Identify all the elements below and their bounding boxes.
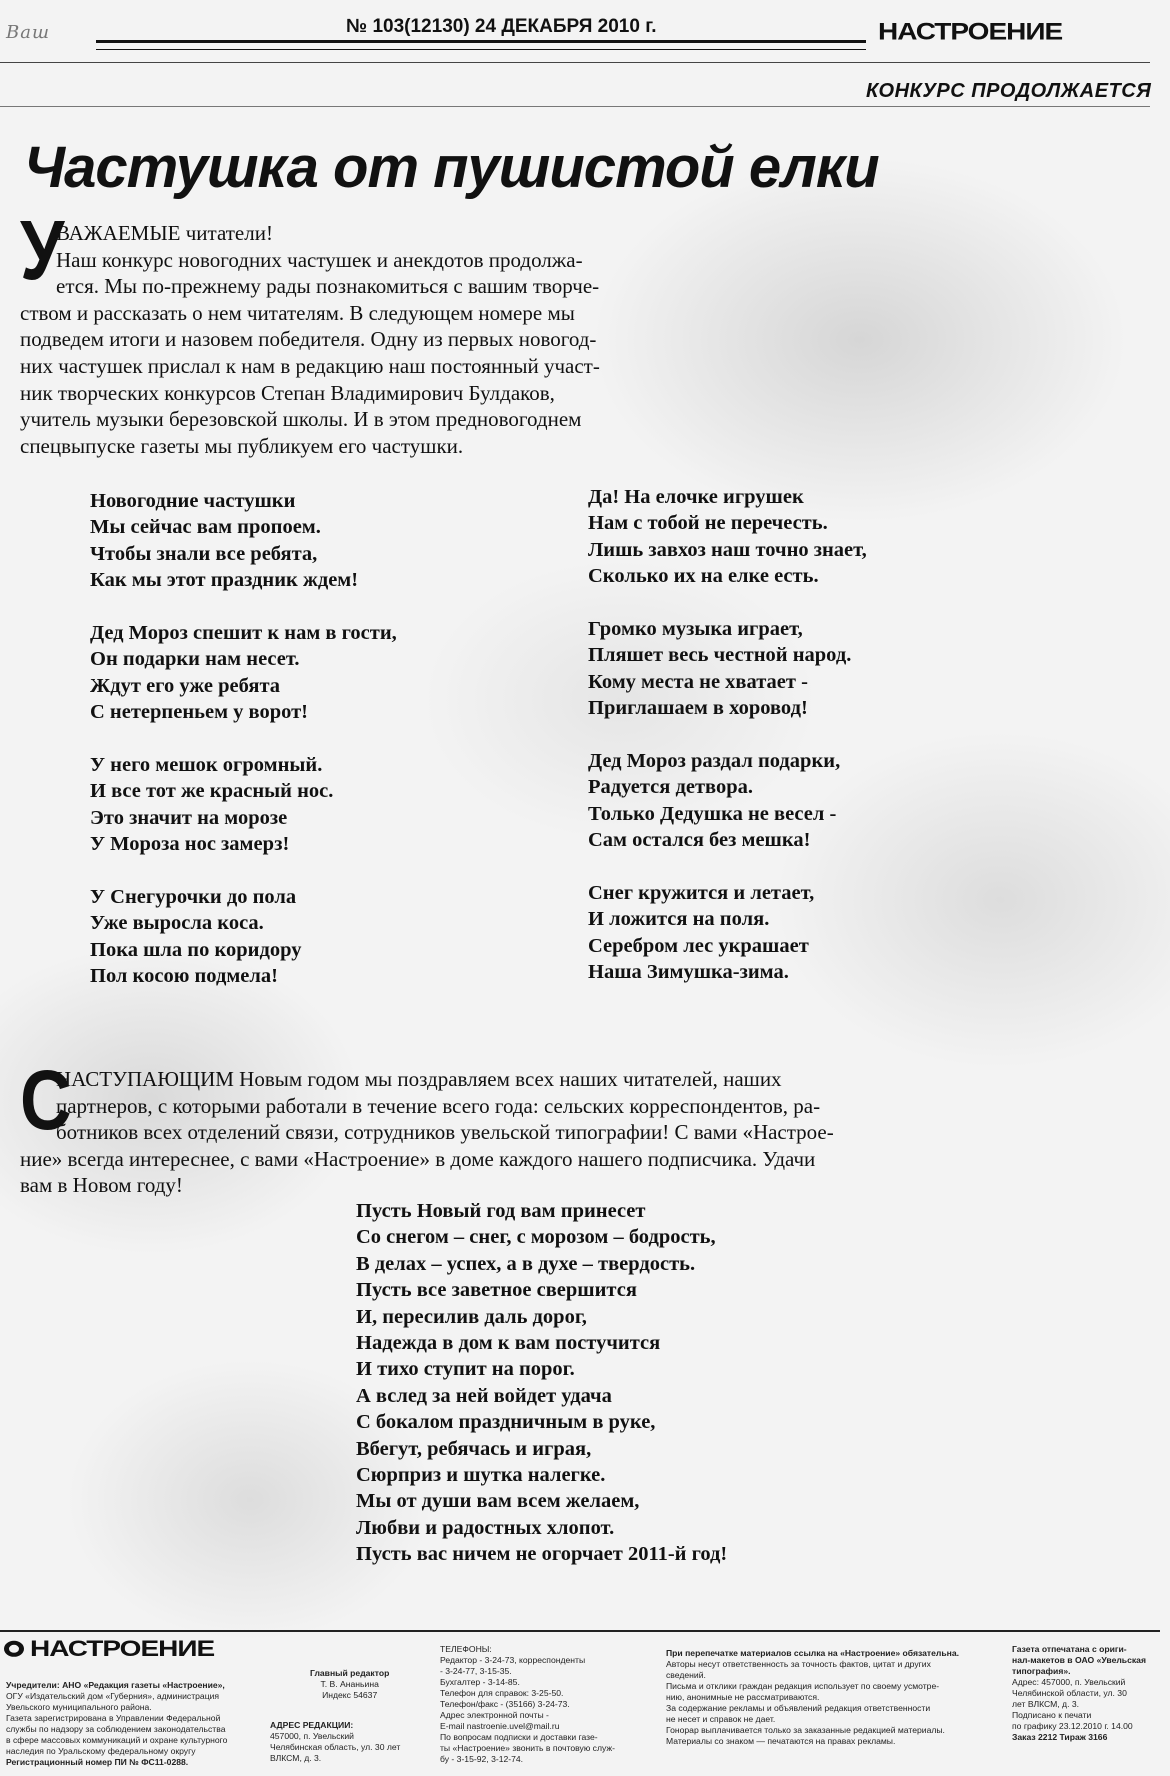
- footer-line: ТЕЛЕФОНЫ:: [440, 1644, 492, 1654]
- poem-line: Лишь завхоз наш точно знает,: [588, 538, 867, 561]
- footer-line: в сфере массовых коммуникаций и охране культурного: [6, 1735, 228, 1745]
- footer-line: По вопросам подписки и доставки газе-: [440, 1732, 598, 1742]
- footer-line: Бухгалтер - 3-14-85.: [440, 1677, 520, 1687]
- stanza: [90, 752, 397, 858]
- section-divider: [0, 106, 1150, 107]
- poem-line: Это значит на морозе: [90, 806, 288, 829]
- poem-line: Сколько их на елке есть.: [588, 565, 819, 588]
- footer-line: Увельского муниципального района.: [6, 1702, 152, 1712]
- poem-right-column: [588, 484, 867, 1012]
- footer-rules: [666, 1648, 959, 1747]
- verse-line: В делах – успех, а в духе – твердость.: [356, 1252, 696, 1275]
- newspaper-brand: НАСТРОЕНИЕ: [878, 18, 1063, 45]
- footer-rule: [0, 1630, 1160, 1632]
- footer-line: Заказ 2212 Тираж 3166: [1012, 1732, 1108, 1742]
- footer-editor: [310, 1668, 389, 1701]
- footer-line: ВЛКСМ, д. 3.: [270, 1753, 322, 1763]
- poem-line: Как мы этот праздник ждем!: [90, 569, 359, 592]
- footer-brand-label: НАСТРОЕНИЕ: [30, 1636, 215, 1661]
- stanza: [90, 488, 397, 594]
- verse-line: И тихо ступит на порог.: [356, 1358, 575, 1381]
- poem-line: С нетерпеньем у ворот!: [90, 701, 308, 724]
- footer-line: сведений.: [666, 1670, 706, 1680]
- poem-line: И все тот же красный нос.: [90, 780, 334, 803]
- footer-line: Подписано к печати: [1012, 1710, 1092, 1720]
- poem-line: Нам с тобой не перечесть.: [588, 512, 828, 535]
- poem-line: У Снегурочки до пола: [90, 886, 297, 909]
- footer-line: Т. В. Ананьина: [320, 1679, 379, 1689]
- footer-line: Письма и отклики граждан редакция использует по своему усмотре-: [666, 1681, 940, 1691]
- footer-print: [1012, 1644, 1146, 1743]
- greeting-dropcap: С: [20, 1053, 72, 1147]
- footer-line: За содержание рекламы и объявлений редакция ответственности: [666, 1703, 931, 1713]
- poem-line: Радуется детвора.: [588, 776, 753, 799]
- intro-line: ством и рассказать о нем читателям. В следующем номере мы: [20, 300, 575, 325]
- poem-line: Чтобы знали все ребята,: [90, 542, 318, 565]
- poem-line: Серебром лес украшает: [588, 934, 809, 957]
- verse-line: А вслед за ней войдет удача: [356, 1384, 612, 1407]
- footer-line: бу - 3-15-92, 3-12-74.: [440, 1754, 524, 1764]
- footer-line: Телефон/факс - (35166) 3-24-73.: [440, 1699, 570, 1709]
- poem-line: Наша Зимушка-зима.: [588, 961, 789, 984]
- footer-address: [270, 1720, 400, 1764]
- poem-line: Пока шла по коридору: [90, 938, 302, 961]
- footer-line: Учредители: АНО «Редакция газеты «Настроение»,: [6, 1680, 225, 1690]
- header-logo-left: Ваш: [6, 22, 51, 43]
- footer-line: Телефон для справок: 3-25-50.: [440, 1688, 564, 1698]
- header-divider: [0, 62, 1150, 63]
- intro-line: спецвыпуске газеты мы публикуем его частушки.: [20, 433, 464, 458]
- footer-line: службы по надзору за соблюдением законодательства: [6, 1724, 226, 1734]
- intro-line: ется. Мы по-прежнему рады познакомиться с вашим творче-: [56, 274, 600, 299]
- poem-line: Мы сейчас вам пропоем.: [90, 516, 321, 539]
- verse-line: И, пересилив даль дорог,: [356, 1305, 587, 1328]
- greeting-line: ботников всех отделений связи, сотрудников увельской типографии! С вами «Настрое-: [56, 1120, 834, 1145]
- article-headline: Частушка от пушистой елки: [24, 135, 879, 200]
- footer-brand: [4, 1636, 214, 1662]
- stanza: [588, 748, 867, 854]
- intro-line: ВАЖАЕМЫЕ читатели!: [56, 221, 273, 245]
- issue-number: № 103(12130) 24 ДЕКАБРЯ 2010 г.: [346, 16, 657, 37]
- greeting-line: вам в Новом году!: [20, 1173, 183, 1198]
- footer-line: по графику 23.12.2010 г. 14.00: [1012, 1721, 1133, 1731]
- verse-line: Со снегом – снег, с морозом – бодрость,: [356, 1226, 716, 1249]
- footer-line: Главный редактор: [310, 1668, 390, 1678]
- poem-line: Приглашаем в хоровод!: [588, 697, 808, 720]
- footer-line: Газета зарегистрирована в Управлении Федеральной: [6, 1713, 221, 1723]
- poem-line: Пол косою подмела!: [90, 965, 278, 988]
- poem-line: Снег кружится и летает,: [588, 882, 815, 905]
- poem-line: Только Дедушка не весел -: [588, 802, 837, 825]
- footer-line: Индекс 54637: [322, 1690, 378, 1700]
- poem-line: Дед Мороз раздал подарки,: [588, 750, 841, 773]
- verse-line: Пусть Новый год вам принесет: [356, 1200, 646, 1222]
- footer-founders: [6, 1680, 227, 1768]
- footer-line: наследия по Уральскому федеральному округу: [6, 1746, 196, 1756]
- poem-line: Ждут его уже ребята: [90, 674, 281, 697]
- poem-line: Да! На елочке игрушек: [588, 486, 804, 508]
- poem-line: Сам остался без мешка!: [588, 829, 811, 852]
- verse-line: Любви и радостных хлопот.: [356, 1516, 615, 1539]
- header-rule: [96, 40, 866, 50]
- poem-line: Уже выросла коса.: [90, 912, 264, 935]
- poem-line: Дед Мороз спешит к нам в гости,: [90, 622, 397, 645]
- footer-line: Материалы со знаком — печатаются на правах рекламы.: [666, 1736, 896, 1746]
- poem-line: Новогодние частушки: [90, 490, 296, 512]
- footer-line: - 3-24-77, 3-15-35.: [440, 1666, 512, 1676]
- intro-dropcap: У: [20, 203, 65, 297]
- stanza: [90, 620, 397, 726]
- footer-line: 457000, п. Увельский: [270, 1731, 354, 1741]
- verse-line: Вбегут, ребячась и играя,: [356, 1437, 592, 1460]
- greeting-line: ние» всегда интереснее, с вами «Настроение» в доме каждого нашего подписчика. Удачи: [20, 1146, 816, 1171]
- verse-line: С бокалом праздничным в руке,: [356, 1411, 656, 1434]
- poem-line: Он подарки нам несет.: [90, 648, 300, 671]
- footer-line: Челябинской области, ул. 30: [1012, 1688, 1127, 1698]
- verse-line: Пусть все заветное свершится: [356, 1279, 637, 1302]
- poem-line: У него мешок огромный.: [90, 754, 323, 777]
- footer-line: нал-макетов в ОАО «Увельская: [1012, 1655, 1146, 1665]
- poem-line: Пляшет весь честной народ.: [588, 644, 852, 667]
- footer-line: лет ВЛКСМ, д. 3.: [1012, 1699, 1080, 1709]
- footer-line: типография».: [1012, 1666, 1071, 1676]
- poem-line: Громко музыка играет,: [588, 618, 803, 641]
- intro-line: ник творческих конкурсов Степан Владимирович Булдаков,: [20, 380, 555, 405]
- stanza: [588, 880, 867, 986]
- stanza: [90, 884, 397, 990]
- poem-line: У Мороза нос замерз!: [90, 833, 290, 856]
- verse-line: Надежда в дом к вам постучится: [356, 1332, 661, 1355]
- footer-line: Адрес: 457000, п. Увельский: [1012, 1677, 1126, 1687]
- verse-line: Пусть вас ничем не огорчает 2011-й год!: [356, 1543, 728, 1566]
- footer-line: E-mail nastroenie.uvel@mail.ru: [440, 1721, 560, 1731]
- footer-line: Газета отпечатана с ориги-: [1012, 1644, 1127, 1654]
- intro-line: Наш конкурс новогодних частушек и анекдотов продолжа-: [56, 247, 583, 272]
- footer-line: ОГУ «Издательский дом «Губерния», администрация: [6, 1691, 220, 1701]
- intro-line: подведем итоги и назовем победителя. Одну из первых новогод-: [20, 327, 597, 352]
- footer-line: нию, анонимные не рассматриваются.: [666, 1692, 820, 1702]
- logo-ring-icon: [4, 1641, 24, 1657]
- intro-line: них частушек прислал к нам в редакцию наш постоянный участ-: [20, 353, 600, 378]
- footer-line: АДРЕС РЕДАКЦИИ:: [270, 1720, 354, 1730]
- poem-line: И ложится на поля.: [588, 908, 770, 931]
- stanza: [588, 484, 867, 590]
- verse-line: Сюрприз и шутка налегке.: [356, 1464, 606, 1487]
- stanza: [588, 616, 867, 722]
- intro-paragraph: [20, 220, 600, 459]
- footer-line: При перепечатке материалов ссылка на «Настроение» обязательна.: [666, 1648, 960, 1658]
- footer-phones: [440, 1644, 615, 1765]
- footer-line: Редактор - 3-24-73, корреспонденты: [440, 1655, 586, 1665]
- footer-line: Челябинская область, ул. 30 лет: [270, 1742, 401, 1752]
- greeting-line: НАСТУПАЮЩИМ Новым годом мы поздравляем всех наших читателей, наших: [56, 1067, 782, 1091]
- footer-line: Гонорар выплачивается только за заказанные редакцией материалы.: [666, 1725, 945, 1735]
- poem-left-column: [90, 488, 397, 1016]
- poem-line: Кому места не хватает -: [588, 670, 808, 693]
- footer-line: Авторы несут ответственность за точность фактов, цитат и других: [666, 1659, 931, 1669]
- greeting-paragraph: [20, 1053, 834, 1199]
- greeting-line: партнеров, с которыми работали в течение всего года: сельских корреспондентов, ра-: [56, 1093, 821, 1118]
- intro-line: учитель музыки березовской школы. И в этом предновогоднем: [20, 407, 582, 432]
- footer-line: ты «Настроение» звонить в почтовую служ-: [440, 1743, 615, 1753]
- verse-line: Мы от души вам всем желаем,: [356, 1490, 640, 1513]
- greeting-verse: [356, 1198, 727, 1568]
- footer-line: не несет и справок не дает.: [666, 1714, 776, 1724]
- section-title: КОНКУРС ПРОДОЛЖАЕТСЯ: [866, 80, 1152, 102]
- footer-line: Регистрационный номер ПИ № ФС11-0288.: [6, 1757, 189, 1767]
- footer-line: Адрес электронной почты -: [440, 1710, 549, 1720]
